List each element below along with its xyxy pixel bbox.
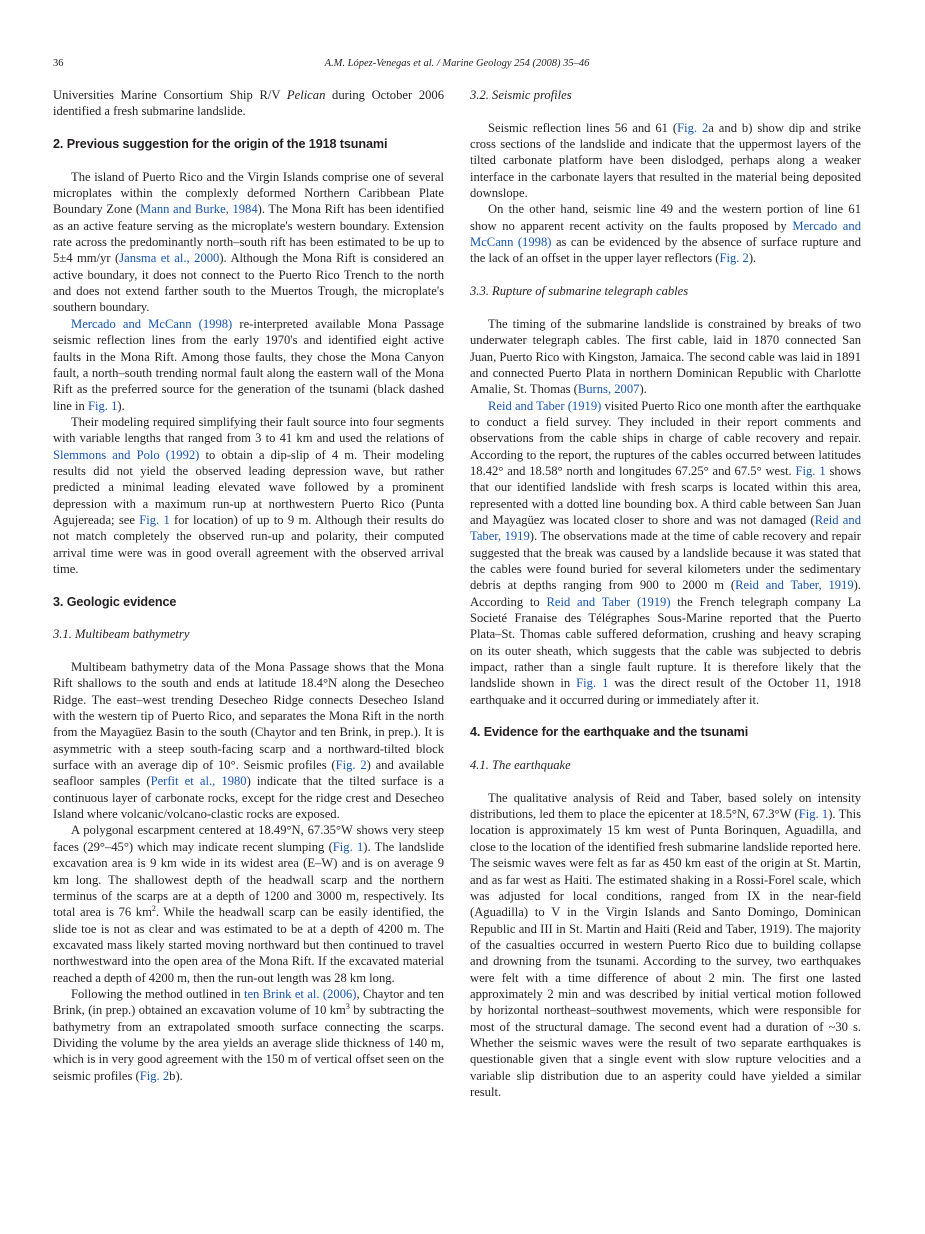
- figure-link[interactable]: Fig. 1: [87, 398, 118, 413]
- subsection-heading-multibeam: 3.1. Multibeam bathymetry: [53, 627, 190, 642]
- left-column: [53, 87, 444, 1084]
- paragraph: Seismic reflection lines 56 and 61 (Fig. 2a and b) show dip and strike cross sections of the landslide and indicate that the uppermost layers of the tilted carbonate platform have been dislodged, perhaps along a weaker interface in the carbonate layers that resulted in the material being deposited downslope.: [470, 120, 861, 201]
- paragraph: The timing of the submarine landslide is constrained by breaks of two underwater telegraph cables. The first cable, laid in 1870 connected San Juan, Puerto Rico with Kingston, Jamaica. The second cable was laid in 1891 and connected Puerto Plata in northern Dominican Republic with Charlotte Amalie, St. Thomas (Burns, 2007).: [470, 316, 861, 397]
- section-heading-evidence: 4. Evidence for the earthquake and the tsunami: [470, 725, 749, 740]
- citation-link[interactable]: Slemmons and Polo (1992): [53, 447, 200, 462]
- paragraph: Following the method outlined in ten Brink et al. (2006), Chaytor and ten Brink, (in prep.) obtained an excavation volume of 10 $km^3$ by subtracting the bathymetry from an extrapolated smooth surface connecting the scarps. Dividing the volume by the area yields an average slide thickness of 140 m, which is in very good agreement with the 150 m of vertical offset seen on the seismic profiles (Fig. 2b).: [53, 986, 444, 1083]
- section-heading-geologic-evidence: 3. Geologic evidence: [53, 594, 177, 609]
- subsection-heading-seismic-profiles: 3.2. Seismic profiles: [470, 88, 572, 102]
- paragraph: The island of Puerto Rico and the Virgin Islands comprise one of several microplates within the complexly deformed Northern Caribbean Plate Boundary Zone (Mann and Burke, 1984). The Mona Rift has been identified as an active feature serving as the microplate's western boundary. Extension rate across the predominantly north–south rift has been estimated to be up to 5±4 mm/yr (Jansma et al., 2000). Although the Mona Rift is considered an active boundary, it does not connect to the Puerto Rico Trench to the north and does not extend farther south to the Muertos Trough, the microplate's southern boundary.: [53, 169, 444, 315]
- figure-link[interactable]: Fig. 2: [677, 120, 709, 135]
- citation-link[interactable]: ten Brink et al. (2006): [243, 986, 357, 1001]
- figure-link[interactable]: Fig. 2: [719, 251, 749, 266]
- citation-link[interactable]: Mercado and McCann (1998): [470, 218, 861, 250]
- citation-link[interactable]: Reid and Taber (1919): [546, 594, 671, 609]
- citation-link[interactable]: Reid and Taber (1919): [488, 398, 602, 413]
- intro-paragraph: Universities Marine Consortium Ship R/V Pelican during October 2006 identified a fresh submarine landslide.: [53, 88, 445, 119]
- figure-link[interactable]: Fig. 1: [795, 463, 826, 478]
- citation-link[interactable]: Mann and Burke, 1984: [140, 202, 258, 217]
- paragraph: A polygonal escarpment centered at 18.49°N, 67.35°W shows very steep faces (29°–45°) which may indicate recent slumping (Fig. 1). The landslide excavation area is 9 km wide in its widest area (E–W) and is on average 9 km long. The shallowest depth of the headwall scarp and the northern terminus of the scarps are at a depth of 1200 and 3000 m, respectively. Its total area is 76 $km^2$. While the headwall scarp can be easily identified, the slide toe is not as clear and was estimated to be at a depth of 4200 m. The excavated mass likely started moving northward but then continued to travel northwestward into the open area of the Mona Rift. If the excavated material reached a depth of 4200 m, then the run-out length was 28 km long.: [53, 823, 444, 985]
- figure-link[interactable]: Fig. 2: [335, 758, 367, 773]
- paragraph: Their modeling required simplifying their fault source into four segments with variable lengths that ranged from 3 to 41 km and used the relations of Slemmons and Polo (1992) to obtain a dip-slip of 4 m. Their modeling results did not yield the observed leading depression wave, but rather predicted a minimal leading elevated wave followed by a prominent depression with a maximum run-up at northwestern Puerto Rico (Punta Agujereada; see Fig. 1 for location) of up to 9 m. Although their results do not match completely the observed run-up and polarity, their computed arrival time were was in good overall agreement with the observed arrival time.: [53, 414, 445, 576]
- citation-link[interactable]: Reid and Taber, 1919: [735, 578, 854, 593]
- section-heading-previous-suggestion: 2. Previous suggestion for the origin of the 1918 tsunami: [53, 137, 388, 152]
- citation-link[interactable]: Perfit et al., 1980: [150, 774, 247, 789]
- citation-link[interactable]: Jansma et al., 2000: [119, 251, 220, 266]
- figure-link[interactable]: Fig. 2: [139, 1068, 170, 1083]
- paragraph: Multibeam bathymetry data of the Mona Passage shows that the Mona Rift shallows to the south and ends at latitude 18.4°N along the Desecheo Ridge. The east–west trending Desecheo Ridge connects Desecheo Island with the western tip of Puerto Rico, and separates the Mona Rift in the north from the Mayagüez Basin to the south (Chaytor and ten Brink, in prep.). It is asymmetric with a steep south-facing scarp and a northward-tilted block surface with an average dip of 10°. Seismic profiles (Fig. 2) and available seafloor samples (Perfit et al., 1980) indicate that the tilted surface is a continuous layer of carbonate rocks, except for the ridge crest and Desecheo Island where volcanic/volcano-clastic rocks are exposed.: [53, 660, 445, 822]
- paragraph: On the other hand, seismic line 49 and the western portion of line 61 show no apparent recent activity on the faults proposed by Mercado and McCann (1998) as can be evidenced by the absence of surface rupture and the lack of an offset in the upper layer reflectors (Fig. 2).: [470, 202, 861, 266]
- paragraph: The qualitative analysis of Reid and Taber, based solely on intensity distributions, led them to place the epicenter at 18.5°N, 67.3°W (Fig. 1). This location is approximately 15 km west of Punta Borinquen, Aguadilla, and close to the location of the identified fresh submarine landslide reported here. The seismic waves were felt as far as 450 km east of the origin at St. Martin, and as far west as Haiti. The estimated shaking in a Rossi-Forel scale, which was adjusted for local conditions, ranged from IX in the near-field (Aguadilla) to V in the Virgin Islands and Santo Domingo, Dominican Republic and III in St. Martin and Haiti (Reid and Taber, 1919). The majority of the casualties occurred in western Puerto Rico due to building collapse and drowning from the tsunami. According to the survey, two earthquakes were felt with a time difference of about 2 min. The first one lasted approximately 2 min and was described by initial vertical motion followed by horizontal northeast–southwest movements, which were responsible for most of the structural damage. The second event had a duration of ~30 s. Whether the seismic waves were the result of two separate earthquakes is questionable given that a single event with slow rupture velocities and a variable slip distribution due to an asperity could have yielded a similar result.: [470, 790, 861, 1099]
- running-title: A.M. López-Venegas et al. / Marine Geology 254 (2008) 35–46: [324, 58, 590, 69]
- page-number: 36: [53, 58, 64, 69]
- figure-link[interactable]: Fig. 1: [798, 807, 829, 822]
- subsection-heading-telegraph-cables: 3.3. Rupture of submarine telegraph cables: [470, 284, 689, 299]
- paragraph: Reid and Taber (1919) visited Puerto Rico one month after the earthquake to conduct a field survey. They included in their report comments and observations from the cable ships in charge of cable recovery and repair. According to the report, the ruptures of the cables occurred between latitudes 18.42° and 18.58° north and longitudes 67.25° and 67.5° west. Fig. 1 shows that our identified landslide with fresh scarps is located within this area, represented with a dotted line bounding box. A third cable between San Juan and Mayagüez was located closer to shore and was not damaged (Reid and Taber, 1919). The observations made at the time of cable recovery and repair suggested that the break was caused by a landslide because it was stated that the cables were found buried for several kilometers under the sedimentary debris at depths ranging from 900 to 2000 m (Reid and Taber, 1919). According to Reid and Taber (1919) the French telegraph company La Societé Franaise des Télégraphes Sous-Marine reported that the Puerto Plata–St. Thomas cable suffered deformation, crushing and heavy scraping on its outer sheath, which suggests that the cable was subjected to debris impact, rather than a single fault rupture. It is therefore likely that the landslide shown in Fig. 1 was the direct result of the October 11, 1918 earthquake and it occurred during or immediately after it.: [470, 398, 862, 707]
- figure-link[interactable]: Fig. 1: [576, 676, 609, 691]
- paragraph: Mercado and McCann (1998) re-interpreted available Mona Passage seismic reflection lines from the early 1970's and identified eight active faults in the Mona Rift. Among those faults, they chose the Mona Canyon fault, a north–south trending normal fault along the eastern wall of the Mona Rift as the preferred source for the generation of the tsunami (black dashed line in Fig. 1).: [53, 316, 444, 413]
- page-header: [53, 57, 861, 71]
- right-column: [470, 87, 861, 1100]
- subsection-heading-earthquake: 4.1. The earthquake: [470, 758, 571, 773]
- figure-link[interactable]: Fig. 1: [332, 839, 364, 854]
- citation-link[interactable]: Burns, 2007: [577, 382, 640, 397]
- citation-link[interactable]: Mercado and McCann (1998): [71, 316, 233, 331]
- figure-link[interactable]: Fig. 1: [139, 512, 170, 527]
- citation-link[interactable]: Reid and Taber, 1919: [470, 512, 861, 544]
